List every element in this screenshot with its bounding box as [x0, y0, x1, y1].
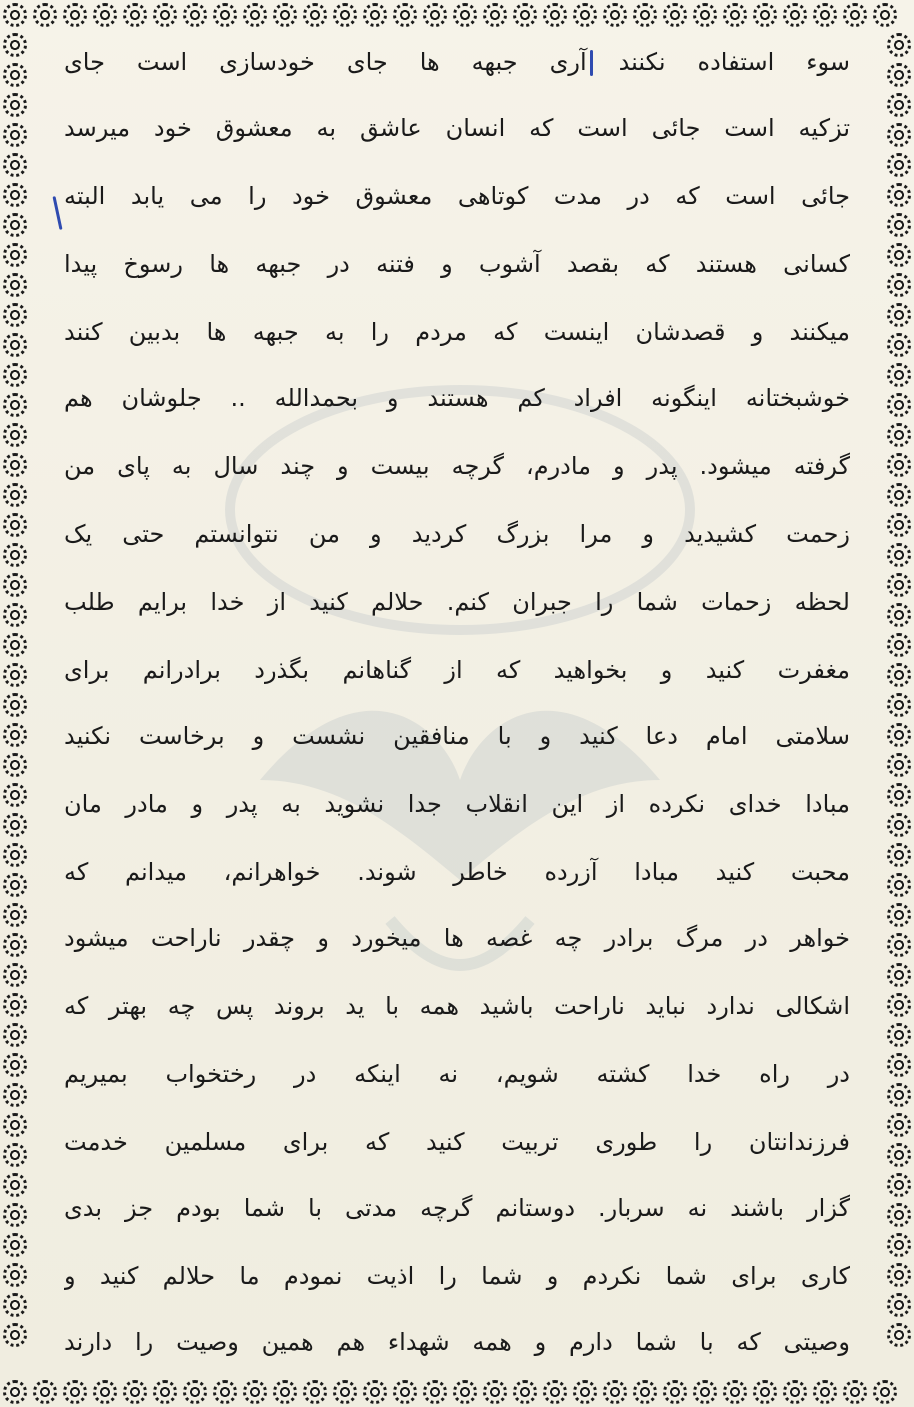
rosette-ornament-icon: [153, 1380, 177, 1404]
rosette-ornament-icon: [887, 543, 911, 567]
rosette-ornament-icon: [887, 723, 911, 747]
rosette-ornament-icon: [93, 3, 117, 27]
rosette-ornament-icon: [3, 693, 27, 717]
rosette-ornament-icon: [887, 333, 911, 357]
text-line: خوشبختانه اینگونه افراد کم هستند و بحمدالله .. جلوشان هم: [64, 384, 850, 412]
rosette-ornament-icon: [273, 3, 297, 27]
text-line: لحظه زحمات شما را جبران کنم. حلالم کنید از خدا برایم طلب: [64, 588, 850, 616]
rosette-ornament-icon: [243, 3, 267, 27]
rosette-ornament-icon: [3, 273, 27, 297]
text-line: مبادا خدای نکرده از این انقلاب جدا نشوید به پدر و مادر مان: [64, 790, 850, 818]
rosette-ornament-icon: [3, 483, 27, 507]
rosette-ornament-icon: [3, 1173, 27, 1197]
rosette-ornament-icon: [453, 3, 477, 27]
rosette-ornament-icon: [273, 1380, 297, 1404]
rosette-ornament-icon: [3, 663, 27, 687]
rosette-ornament-icon: [63, 1380, 87, 1404]
text-line: اشکالی ندارد نباید ناراحت باشید همه با ید بروند پس چه بهتر که: [64, 992, 850, 1020]
rosette-ornament-icon: [3, 1113, 27, 1137]
text-line: فرزندانتان را طوری تربیت کنید که برای مسلمین خدمت: [64, 1128, 850, 1156]
rosette-ornament-icon: [3, 333, 27, 357]
rosette-ornament-icon: [3, 213, 27, 237]
rosette-ornament-icon: [887, 633, 911, 657]
text-line: خواهر در مرگ برادر چه غصه ها میخورد و چقدر ناراحت میشود: [64, 924, 850, 952]
rosette-ornament-icon: [887, 843, 911, 867]
rosette-ornament-icon: [3, 1203, 27, 1227]
rosette-ornament-icon: [483, 3, 507, 27]
rosette-ornament-icon: [573, 3, 597, 27]
rosette-ornament-icon: [887, 123, 911, 147]
rosette-ornament-icon: [543, 1380, 567, 1404]
rosette-ornament-icon: [3, 723, 27, 747]
rosette-ornament-icon: [887, 603, 911, 627]
rosette-ornament-icon: [887, 363, 911, 387]
rosette-ornament-icon: [843, 1380, 867, 1404]
rosette-ornament-icon: [723, 1380, 747, 1404]
rosette-ornament-icon: [3, 603, 27, 627]
rosette-ornament-icon: [887, 1293, 911, 1317]
rosette-ornament-icon: [887, 1263, 911, 1287]
rosette-ornament-icon: [483, 1380, 507, 1404]
rosette-ornament-icon: [873, 1380, 897, 1404]
rosette-ornament-icon: [303, 3, 327, 27]
rosette-ornament-icon: [887, 33, 911, 57]
text-line: سوء استفاده نکنند آری جبهه ها جای خودسازی است جای: [64, 48, 850, 76]
text-line: محبت کنید مبادا آزرده خاطر شوند. خواهرانم، میدانم که: [64, 858, 850, 886]
rosette-ornament-icon: [843, 3, 867, 27]
rosette-ornament-icon: [3, 453, 27, 477]
rosette-ornament-icon: [3, 1143, 27, 1167]
rosette-ornament-icon: [887, 63, 911, 87]
rosette-ornament-icon: [153, 3, 177, 27]
rosette-ornament-icon: [3, 123, 27, 147]
rosette-ornament-icon: [3, 423, 27, 447]
rosette-ornament-icon: [213, 1380, 237, 1404]
rosette-ornament-icon: [603, 1380, 627, 1404]
rosette-ornament-icon: [887, 903, 911, 927]
rosette-ornament-icon: [3, 1380, 27, 1404]
rosette-ornament-icon: [3, 1053, 27, 1077]
rosette-ornament-icon: [693, 3, 717, 27]
rosette-ornament-icon: [3, 1263, 27, 1287]
rosette-ornament-icon: [213, 3, 237, 27]
text-line: سلامتی امام دعا کنید و با منافقین نشست و برخاست نکنید: [64, 722, 850, 750]
rosette-ornament-icon: [333, 3, 357, 27]
ornamental-border-top: [0, 0, 914, 30]
rosette-ornament-icon: [887, 663, 911, 687]
ornamental-border-bottom: [0, 1377, 914, 1407]
rosette-ornament-icon: [693, 1380, 717, 1404]
rosette-ornament-icon: [363, 1380, 387, 1404]
rosette-ornament-icon: [813, 3, 837, 27]
rosette-ornament-icon: [887, 1233, 911, 1257]
rosette-ornament-icon: [887, 513, 911, 537]
rosette-ornament-icon: [33, 3, 57, 27]
rosette-ornament-icon: [887, 1053, 911, 1077]
rosette-ornament-icon: [887, 453, 911, 477]
rosette-ornament-icon: [3, 1293, 27, 1317]
rosette-ornament-icon: [3, 993, 27, 1017]
ornamental-border-right: [884, 30, 914, 1377]
rosette-ornament-icon: [3, 843, 27, 867]
rosette-ornament-icon: [573, 1380, 597, 1404]
text-line: تزکیه است جائی است که انسان عاشق به معشوق خود میرسد: [64, 114, 850, 142]
rosette-ornament-icon: [887, 933, 911, 957]
rosette-ornament-icon: [887, 243, 911, 267]
rosette-ornament-icon: [3, 633, 27, 657]
rosette-ornament-icon: [423, 3, 447, 27]
rosette-ornament-icon: [753, 3, 777, 27]
text-line: کسانی هستند که بقصد آشوب و فتنه در جبهه ها رسوخ پیدا: [64, 250, 850, 278]
rosette-ornament-icon: [3, 1323, 27, 1347]
rosette-ornament-icon: [513, 1380, 537, 1404]
text-line: میکنند و قصدشان اینست که مردم را به جبهه ها بدبین کنند: [64, 318, 850, 346]
letter-text: [64, 42, 850, 1362]
text-line: زحمت کشیدید و مرا بزرگ کردید و من نتوانستم حتی یک: [64, 520, 850, 548]
rosette-ornament-icon: [887, 393, 911, 417]
rosette-ornament-icon: [3, 963, 27, 987]
rosette-ornament-icon: [3, 363, 27, 387]
rosette-ornament-icon: [183, 3, 207, 27]
rosette-ornament-icon: [887, 573, 911, 597]
rosette-ornament-icon: [813, 1380, 837, 1404]
rosette-ornament-icon: [93, 1380, 117, 1404]
rosette-ornament-icon: [303, 1380, 327, 1404]
rosette-ornament-icon: [887, 1083, 911, 1107]
rosette-ornament-icon: [3, 183, 27, 207]
text-line: کاری برای شما نکردم و شما را اذیت نمودم ما حلالم کنید و: [64, 1262, 850, 1290]
rosette-ornament-icon: [887, 93, 911, 117]
rosette-ornament-icon: [887, 963, 911, 987]
rosette-ornament-icon: [33, 1380, 57, 1404]
rosette-ornament-icon: [663, 3, 687, 27]
rosette-ornament-icon: [887, 813, 911, 837]
rosette-ornament-icon: [3, 573, 27, 597]
rosette-ornament-icon: [887, 1203, 911, 1227]
rosette-ornament-icon: [3, 1023, 27, 1047]
rosette-ornament-icon: [633, 3, 657, 27]
rosette-ornament-icon: [123, 3, 147, 27]
rosette-ornament-icon: [887, 213, 911, 237]
rosette-ornament-icon: [393, 3, 417, 27]
rosette-ornament-icon: [3, 783, 27, 807]
rosette-ornament-icon: [723, 3, 747, 27]
rosette-ornament-icon: [887, 273, 911, 297]
rosette-ornament-icon: [887, 303, 911, 327]
rosette-ornament-icon: [887, 1323, 911, 1347]
rosette-ornament-icon: [3, 513, 27, 537]
rosette-ornament-icon: [423, 1380, 447, 1404]
rosette-ornament-icon: [633, 1380, 657, 1404]
rosette-ornament-icon: [603, 3, 627, 27]
rosette-ornament-icon: [753, 1380, 777, 1404]
rosette-ornament-icon: [543, 3, 567, 27]
rosette-ornament-icon: [3, 93, 27, 117]
rosette-ornament-icon: [887, 783, 911, 807]
rosette-ornament-icon: [783, 3, 807, 27]
rosette-ornament-icon: [3, 933, 27, 957]
rosette-ornament-icon: [363, 3, 387, 27]
text-line: در راه خدا کشته شویم، نه اینکه در رختخواب بمیریم: [64, 1060, 850, 1088]
rosette-ornament-icon: [3, 873, 27, 897]
text-line: گرفته میشود. پدر و مادرم، گرچه بیست و چند سال به پای من: [64, 452, 850, 480]
text-line: جائی است که در مدت کوتاهی معشوق خود را می یابد البته: [64, 182, 850, 210]
rosette-ornament-icon: [887, 873, 911, 897]
text-line: مغفرت کنید و بخواهید که از گناهانم بگذرد برادرانم برای: [64, 656, 850, 684]
text-line: وصیتی که با شما دارم و همه شهداء هم همین وصیت را دارند: [64, 1328, 850, 1356]
rosette-ornament-icon: [3, 243, 27, 267]
rosette-ornament-icon: [873, 3, 897, 27]
rosette-ornament-icon: [3, 393, 27, 417]
rosette-ornament-icon: [887, 693, 911, 717]
rosette-ornament-icon: [513, 3, 537, 27]
rosette-ornament-icon: [887, 423, 911, 447]
rosette-ornament-icon: [3, 753, 27, 777]
rosette-ornament-icon: [3, 543, 27, 567]
rosette-ornament-icon: [887, 753, 911, 777]
rosette-ornament-icon: [3, 303, 27, 327]
text-line: گزار باشند نه سربار. دوستانم گرچه مدتی با شما بودم جز بدی: [64, 1194, 850, 1222]
rosette-ornament-icon: [3, 3, 27, 27]
rosette-ornament-icon: [3, 63, 27, 87]
rosette-ornament-icon: [333, 1380, 357, 1404]
rosette-ornament-icon: [3, 813, 27, 837]
rosette-ornament-icon: [887, 153, 911, 177]
rosette-ornament-icon: [887, 1173, 911, 1197]
ornamental-border-left: [0, 30, 30, 1377]
rosette-ornament-icon: [887, 1113, 911, 1137]
rosette-ornament-icon: [887, 483, 911, 507]
rosette-ornament-icon: [887, 1143, 911, 1167]
rosette-ornament-icon: [3, 1083, 27, 1107]
rosette-ornament-icon: [887, 993, 911, 1017]
rosette-ornament-icon: [63, 3, 87, 27]
rosette-ornament-icon: [453, 1380, 477, 1404]
pen-mark-margin: [52, 196, 62, 230]
rosette-ornament-icon: [887, 1023, 911, 1047]
rosette-ornament-icon: [3, 903, 27, 927]
rosette-ornament-icon: [783, 1380, 807, 1404]
rosette-ornament-icon: [183, 1380, 207, 1404]
rosette-ornament-icon: [3, 1233, 27, 1257]
rosette-ornament-icon: [3, 33, 27, 57]
rosette-ornament-icon: [663, 1380, 687, 1404]
rosette-ornament-icon: [887, 183, 911, 207]
rosette-ornament-icon: [3, 153, 27, 177]
rosette-ornament-icon: [393, 1380, 417, 1404]
rosette-ornament-icon: [243, 1380, 267, 1404]
rosette-ornament-icon: [123, 1380, 147, 1404]
